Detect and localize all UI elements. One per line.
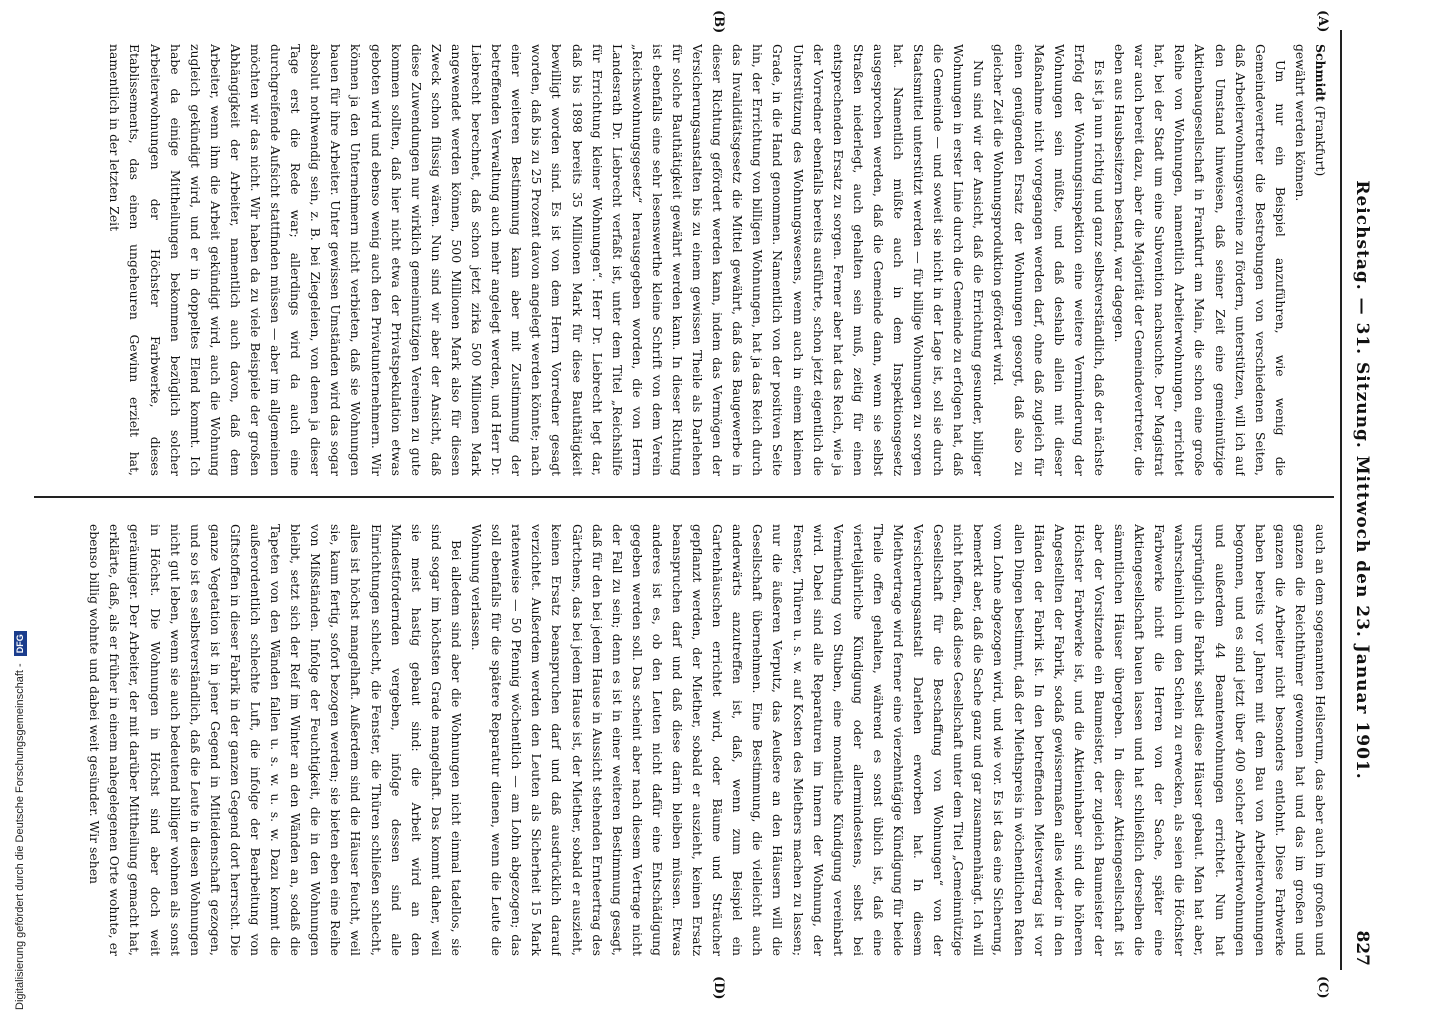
right-column: [30, 524, 1330, 956]
page-title: Reichstag. — 31. Sitzung. Mittwoch den 23. Januar 1901.: [1352, 180, 1372, 780]
paragraph: Nun sind wir der Ansicht, daß die Errichtung gesunder, billiger Wohnungen in erster Linie durch die Gemeinde zu erfolgen hat, daß die Gemeinde — und soweit sie nicht in der Lage ist, soll sie durch Staatsmittel unterstützt werden — für billige Wohnungen zu sorgen hat. Namentlich müßte auch in dem Inspektionsgesetz ausgesprochen werden, daß die Gemeinde dann, wenn sie selbst Straßen niederlegt, auch gehalten sein muß, zeitig für einen entsprechenden Ersatz zu sorgen. Ferner aber hat das Reich, wie ja der Vorredner ebenfalls bereits ausführte, schon jetzt eigentlich die Unterstützung des Wohnungswesens, wenn auch in einem kleinen Grade, in die Hand genommen. Namentlich von der positiven Seite hin, der Errichtung von billigen Wohnungen, hat ja das Reich durch das Invaliditätsgesetz die Mittel gewährt, daß das Baugewerbe in dieser Richtung gefördert werden kann, indem das Vermögen der Versicherungsanstalten bis zu einem gewissen Theile als Darlehen für solche Bauthätigkeit gewährt werden kann. In dieser Richtung ist ebenfalls eine sehr lesenswerthe kleine Schrift von dem Verein „Reichswohnungsgesetz“ herausgegeben worden, die von Herrn Landesrath Dr. Liebrecht verfaßt ist, unter dem Titel „Reichshilfe für Errichtung kleiner Wohnungen“. Herr Dr. Liebrecht legt dar, daß bis 1898 bereits 35 Millionen Mark für diese Bauthätigkeit bewilligt worden sind. Es ist von dem Herrn Vorredner gesagt worden, daß bis zu 25 Prozent davon angelegt werden könnte; nach einer weiteren Bestimmung kann aber mit Zustimmung der betreffenden Verwaltung auch mehr angelegt werden, und Herr Dr. Liebrecht berechnet, daß schon jetzt zirka 500 Millionen Mark angewendet werden können, 500 Millionen Mark also für diesen Zweck schon flüssig wären. Nun sind wir aber der Ansicht, daß diese Zuwendungen nur wirklich gemeinnützigen Vereinen zu gute kommen sollten, daß hier nicht etwa der Privatspekulation etwas geboten wird und ebenso wenig auch den Privatunternehmern. Wir können ja den Unternehmern nicht verbieten, daß sie Wohnungen bauen für ihre Arbeiter. Unter gewissen Umständen wird das sogar absolut nothwendig sein, z. B. bei Ziegeleien, von denen ja dieser Tage erst die Rede war; allerdings wird da auch eine durchgreifende Aufsicht stattfinden müssen — aber im allgemeinen möchten wir das nicht. Wir haben da zu viele Beispiele der großen Abhängigkeit der Arbeiter, namentlich auch davon, daß dem Arbeiter, wenn ihm die Arbeit gekündigt wird, auch die Wohnung zugleich gekündigt wird, und er in doppeltes Elend kommt. Ich habe da einige Mittheilungen bekommen bezüglich solcher Arbeiterwohnungen der Höchster Farbwerke, dieses Etablissements, das einen ungeheuren Gewinn erzielt hat, namentlich in der letzten Zeit: [107, 44, 987, 476]
speaker-line: [1310, 44, 1330, 476]
margin-mark-a: (A): [1315, 10, 1330, 33]
header-rule: [1340, 30, 1342, 970]
page-number: 827: [1352, 930, 1372, 966]
paragraph: Bei alledem sind aber die Wohnungen nicht einmal tadellos, sie sind sogar im höchsten Grade mangelhaft. Das kommt daher, weil sie meist hastig gebaut sind: die Arbeit wird an den Mindestfordernden vergeben, infolge dessen sind alle Einrichtungen schlecht, die Fenster, die Thüren schließen schlecht, alles ist höchst mangelhaft. Außerdem sind die Häuser feucht, weil sie, kaum fertig, sofort bezogen werden; sie bieten eben eine Reihe von Mißständen. Infolge der Feuchtigkeit, die in den Wohnungen bleibt, setzt sich der Reif im Winter an den Wänden an, sodaß die Tapeten von den Wänden fallen u. s. w. u. s. w. Dazu kommt die außerordentlich schlechte Luft, die infolge der Bearbeitung von Giftstoffen in dieser Fabrik in der ganzen Gegend dort herrscht. Die ganze Vegetation ist in jener Gegend in Mitleidenschaft gezogen, und so ist es selbstverständlich, daß die Leute in diesen Wohnungen nicht gut leben, wenn sie auch bedeutend billiger wohnen als sonst in Höchst. Die Wohnungen in Höchst sind aber doch weit geräumiger. Der Arbeiter, der mit darüber Mittheilung gemacht hat, erklärte, daß, als er früher in einem nahegelegenen Orte wohnte, er ebenso billig wohnte und dabei weit gesünder. Wir sehen: [87, 524, 464, 956]
document-page: [6, 0, 1386, 1000]
digitization-credit: [14, 20, 32, 1010]
margin-mark-c: (C): [1315, 976, 1330, 999]
paragraph: gewährt werden können.: [1292, 44, 1308, 202]
speaker-name: Schmidt: [1313, 44, 1328, 102]
paragraph: Um nur ein Beispiel anzuführen, wie wenig die Gemeindevertreter die Bestrebungen von verschiedenen Seiten, daß Arbeiterwohnungsvereine zu fördern, unterstützen, will ich auf den Umstand hinweisen, daß seiner Zeit eine gemeinnützige Aktienbaugesellschaft in Frankfurt am Main, die schon eine große Reihe von Wohnungen, namentlich Arbeiterwohnungen, errichtet hat, bei der Stadt um eine Subvention nachsuchte. Der Magistrat war auch bereit dazu, aber die Majorität der Gemeindevertreter, die eben aus Hausbesitzern bestand, war dagegen.: [1112, 44, 1288, 476]
margin-mark-b: (B): [711, 10, 726, 34]
page-header: [1338, 30, 1378, 970]
paragraph: Es ist ja nun richtig und ganz selbstverständlich, daß der nächste Erfolg der Wohnungsinspektion eine weitere Verminderung der Wohnungen sein müßte, und daß deshalb allein mit dieser Maßnahme nicht vorgegangen werden darf, ohne daß zugleich für einen genügenden Ersatz der Wohnungen gesorgt, daß also zu gleicher Zeit die Wohnungsproduktion gefördert wird.: [991, 44, 1107, 476]
margin-mark-d: (D): [711, 976, 726, 1000]
left-column: [30, 44, 1330, 476]
credit-text: Digitalisierung gefördert durch die Deutsche Forschungsgemeinschaft -: [14, 663, 26, 1010]
paragraph: auch an dem sogenannten Heilserum, das aber auch im großen und ganzen die Reichthümer gewonnen hat und das im großen und ganzen die Arbeiter nicht besonders entlohnt. Diese Farbwerke haben bereits vor Jahren mit dem Bau von Arbeiterwohnungen begonnen, und es sind jetzt über 400 solcher Arbeiterwohnungen und außerdem 44 Beamtenwohnungen errichtet. Nun hat ursprünglich die Fabrik selbst diese Häuser gebaut. Man hat aber, wahrscheinlich um den Schein zu erwecken, als seien die Höchster Farbwerke nicht die Herren von der Sache, später eine Aktiengesellschaft bauen lassen und hat schließlich derselben die sämmtlichen Häuser übergeben. In dieser Aktiengesellschaft ist aber der Vorsitzende ein Baumeister, der zugleich Baumeister der Höchster Farbwerke ist, und die Aktieninhaber sind die höheren Angestellten der Fabrik, sodaß gewissermaßen alles wieder in den Händen der Fabrik ist. In den betreffenden Mietsvertrag ist vor allen Dingen bestimmt, daß der Miethspreis in wöchentlichen Raten vom Lohne abgezogen wird, und wie vor. Es ist das eine Sicherung, bemerkt aber, daß die Sache ganz und gar zusammenhängt. Ich will nicht hoffen, daß diese Gesellschaft unter dem Titel „Gemeinnützige Gesellschaft für die Beschaffung von Wohnungen“ von der Versicherungsanstalt Darlehen erworben hat. In diesem Miethvertrage wird ferner eine vierzehntägige Kündigung für beide Theile offen gehalten, während es sonst üblich ist, daß eine vierteljährliche Kündigung oder allermindestens, selbst bei Vermiethung von Stuben, eine monatliche Kündigung vereinbart wird. Dabei sind alle Reparaturen im Innern der Wohnung, der Fenster, Thüren u. s. w. auf Kosten des Miethers machen zu lassen; nur die äußeren Verputz, das Aeußere an den Häusern will die Gesellschaft übernehmen. Eine Bestimmung, die vielleicht auch anderwärts anzutreffen ist, daß, wenn zum Beispiel ein Gartenhäuschen errichtet wird, oder Bäume und Sträucher gepflanzt werden, der Miether, sobald er auszieht, keinen Ersatz beanspruchen darf und daß diese darin bleiben müssen. Etwas anderes ist es, ob den Leuten nicht dafür eine Entschädigung gegeben werden soll. Das scheint aber nach diesem Vertrage nicht der Fall zu sein; denn es ist in einer weiteren Bestimmung gesagt, daß für den bei jedem Hause in Aussicht stehenden Ernteertrag des Gärtchens, das bei jedem Hause ist, der Miether, sobald er auszieht, keinen Ersatz beanspruchen darf und daß ausdrücklich darauf verzichtet. Außerdem werden den Leuten als Sicherheit 15 Mark ratenweise — 50 Pfennig wöchentlich — am Lohn abgezogen; das soll ebenfalls für die spätere Reparatur dienen, wenn die Leute die Wohnung verlassen.: [469, 524, 1328, 956]
speaker-note: (Frankfurt): [1313, 105, 1328, 177]
dfg-logo: DFG: [14, 631, 27, 656]
column-divider: [34, 496, 1334, 498]
